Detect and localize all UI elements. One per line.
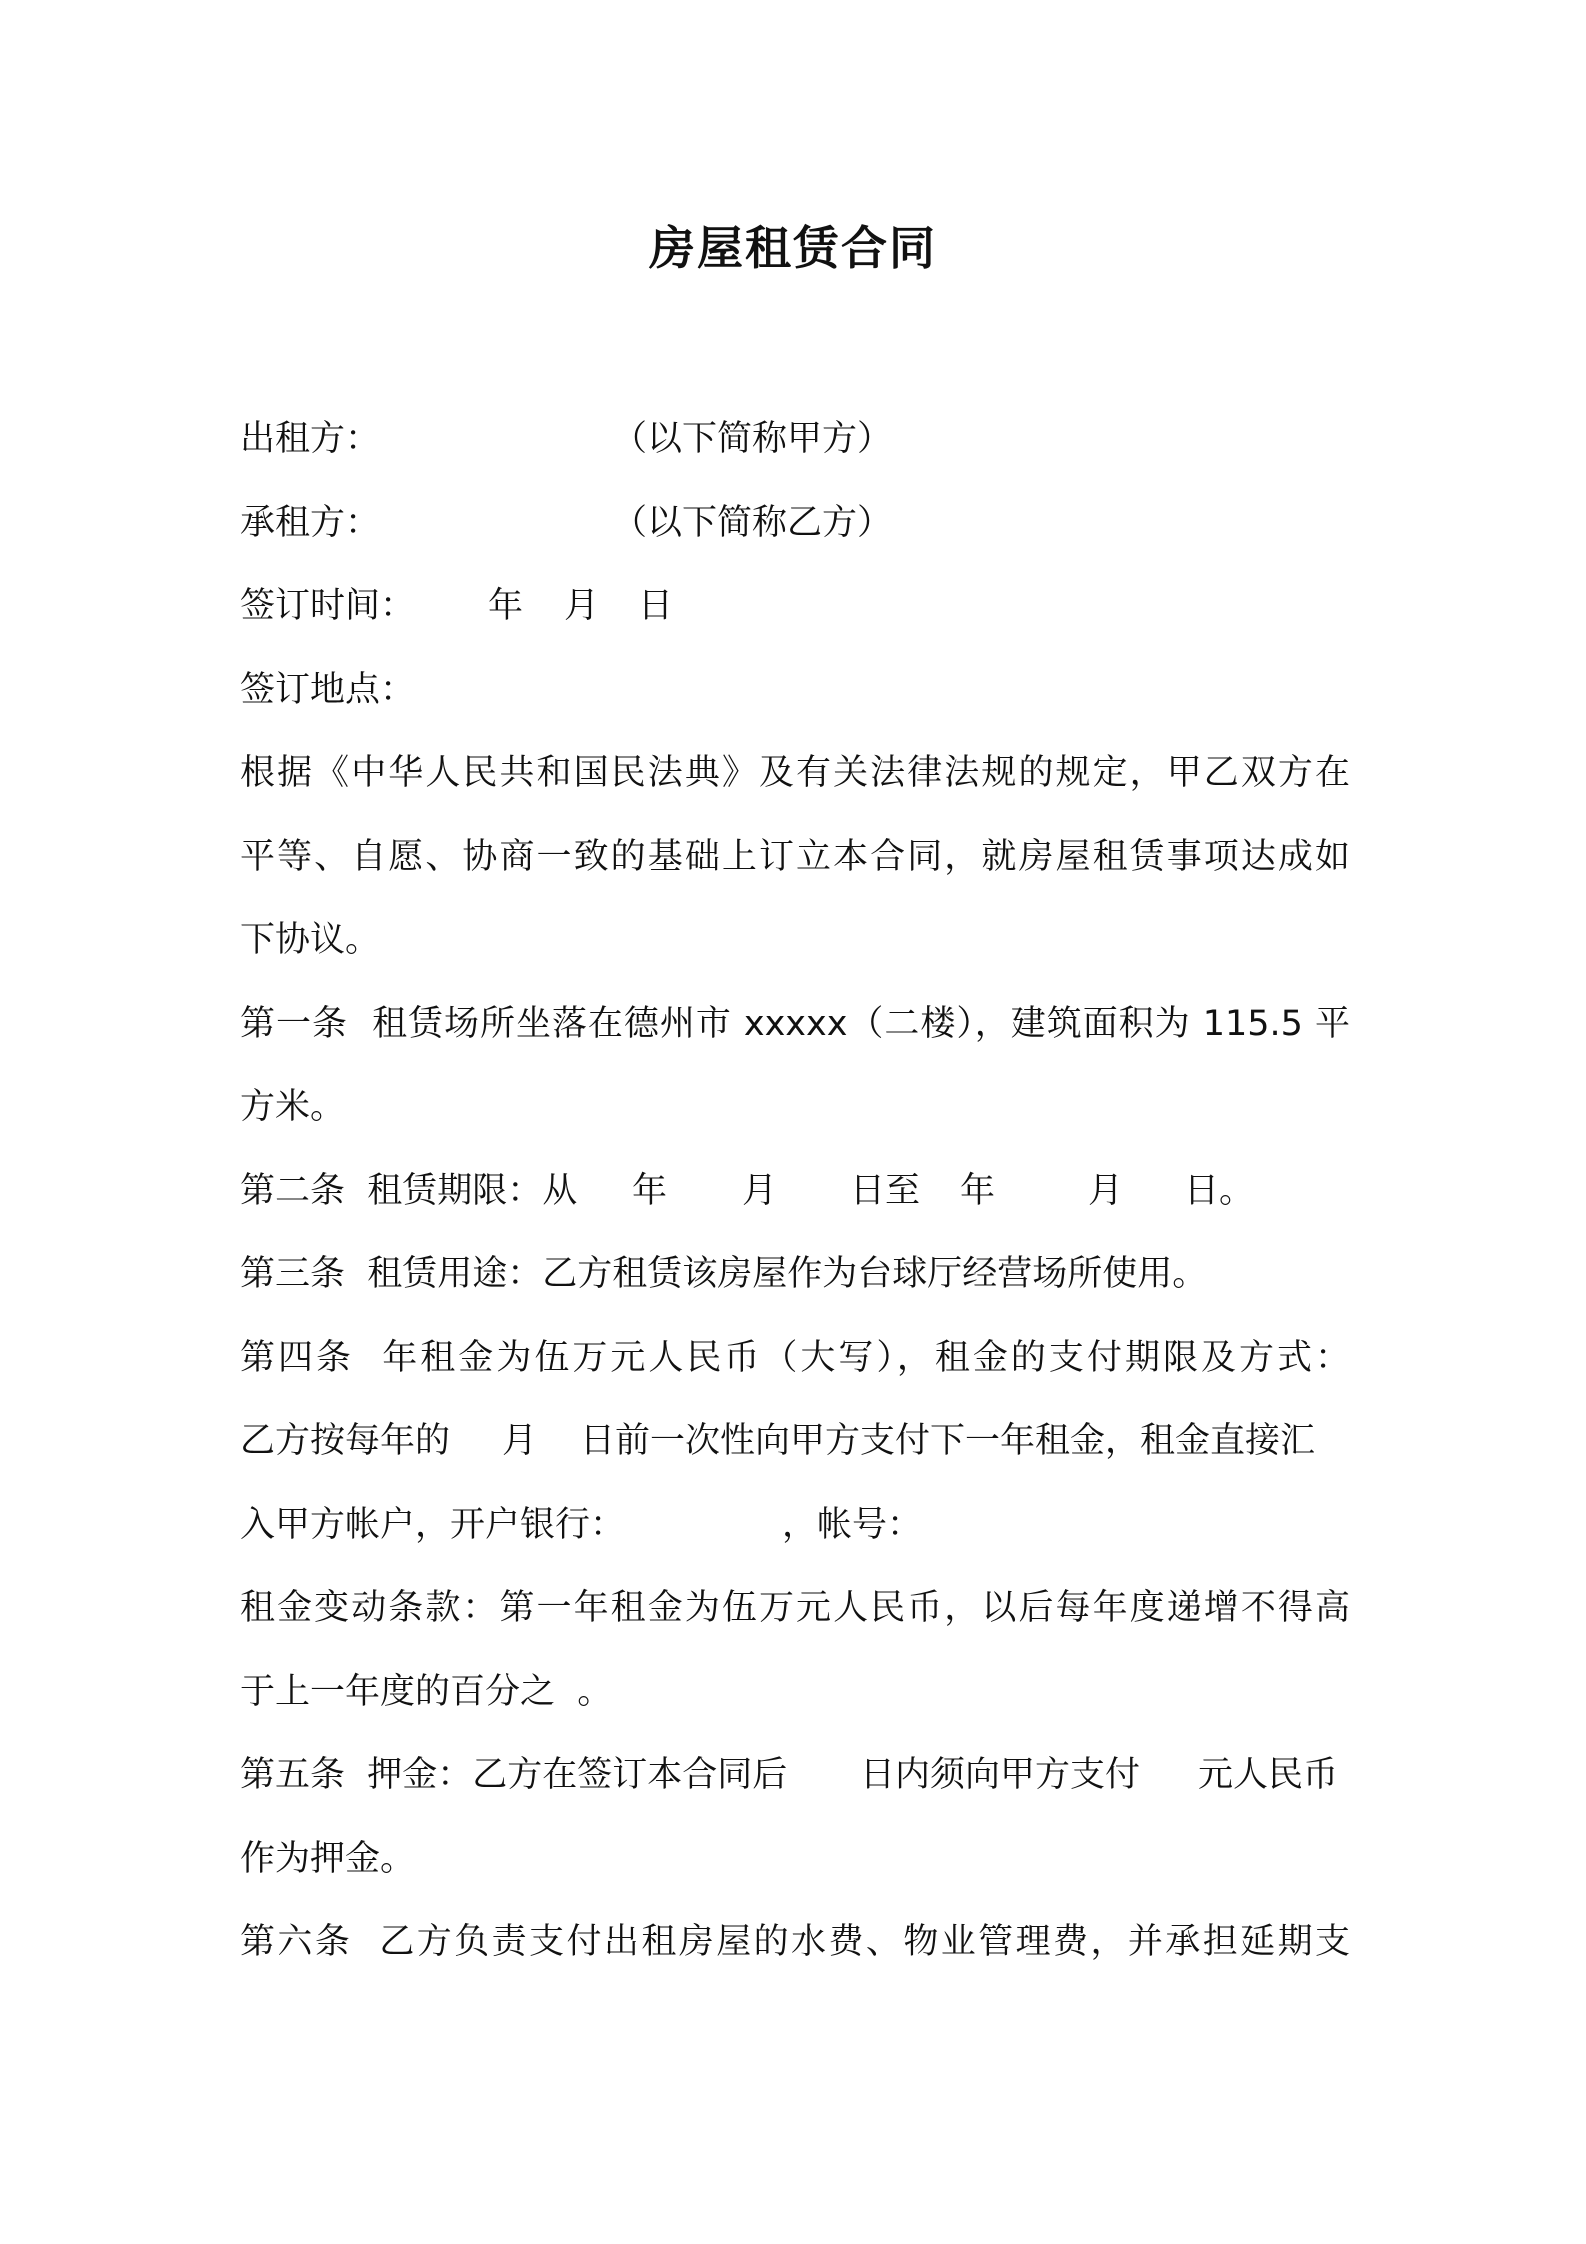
lessor-note: （以下简称甲方） — [612, 419, 893, 459]
sign-place-line: 签订地点： — [240, 669, 416, 710]
article2-line — [240, 1150, 1350, 1234]
article2-start-month: 月 — [742, 1170, 778, 1211]
article6-line: 第六条 乙方负责支付出租房屋的水费、物业管理费，并承担延期支 — [240, 1922, 1350, 1962]
contract-body — [240, 398, 1350, 1985]
article5-line: 作为押金。 — [240, 1838, 416, 1879]
article4-line: 第四条 年租金为伍万元人民币（大写），租金的支付期限及方式： — [240, 1337, 1350, 1378]
article2-start-year: 年 — [632, 1170, 668, 1211]
preamble-line: 平等、自愿、协商一致的基础上订立本合同，就房屋租赁事项达成如 — [240, 836, 1350, 877]
article5-line — [240, 1734, 1350, 1818]
article1-line: 第一条 租赁场所坐落在德州市 xxxxx（二楼），建筑面积为 115.5 平 — [240, 1003, 1350, 1044]
article2-end: 日。 — [1184, 1170, 1255, 1211]
article2-prefix: 第二条 租赁期限：从 — [240, 1170, 578, 1211]
article2-mid: 日至 — [850, 1170, 921, 1211]
article2-end-year: 年 — [960, 1170, 996, 1211]
article4-pay-month: 月 — [502, 1421, 538, 1461]
article3-line: 第三条 租赁用途：乙方租赁该房屋作为台球厅经营场所使用。 — [240, 1254, 1208, 1294]
document-title: 房屋租赁合同 — [649, 221, 937, 275]
article1-line: 方米。 — [240, 1087, 346, 1127]
article4-line — [240, 1400, 1350, 1484]
sign-time-label: 签订时间： — [240, 586, 416, 626]
article5-mid: 日内须向甲方支付 — [860, 1755, 1141, 1795]
lessee-note: （以下简称乙方） — [612, 502, 893, 543]
article4-account-label: ，帐号： — [782, 1504, 923, 1545]
sign-time-line — [240, 565, 1350, 649]
article4-pay-rest: 日前一次性向甲方支付下一年租金，租金直接汇 — [580, 1421, 1316, 1461]
lessee-label: 承租方： — [240, 502, 381, 543]
lessor-line — [240, 398, 1350, 482]
article5-end: 元人民币 — [1198, 1755, 1339, 1795]
sign-year: 年 — [488, 586, 524, 626]
article4-bank-label: 入甲方帐户，开户银行： — [240, 1504, 626, 1545]
article2-end-month: 月 — [1088, 1170, 1124, 1211]
article5-prefix: 第五条 押金：乙方在签订本合同后 — [240, 1755, 788, 1795]
sign-day: 日 — [638, 586, 674, 626]
article4-line — [240, 1484, 1350, 1568]
rent-change-line: 租金变动条款：第一年租金为伍万元人民币，以后每年度递增不得高 — [240, 1588, 1350, 1628]
sign-month: 月 — [564, 586, 600, 626]
rent-change-line: 于上一年度的百分之 。 — [240, 1671, 613, 1712]
lessee-line — [240, 482, 1350, 566]
preamble-line: 根据《中华人民共和国民法典》及有关法律法规的规定，甲乙双方在 — [240, 753, 1350, 793]
article4-pay-prefix: 乙方按每年的 — [240, 1421, 451, 1461]
preamble-line: 下协议。 — [240, 920, 381, 960]
lessor-label: 出租方： — [240, 419, 381, 459]
